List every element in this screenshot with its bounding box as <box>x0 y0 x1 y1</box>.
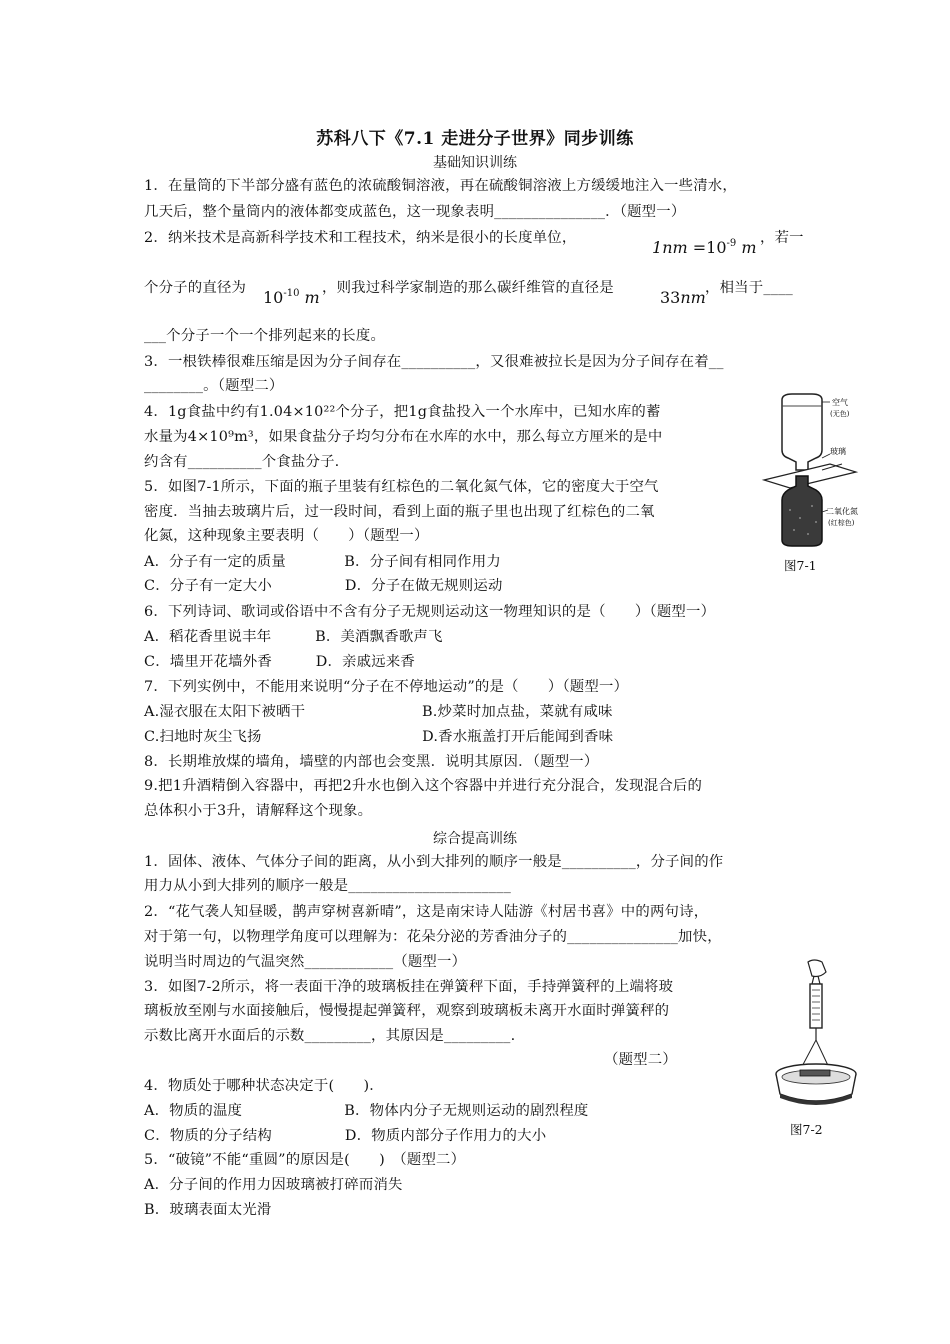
text-line: 2．纳米技术是高新科学技术和工程技术，纳米是很小的长度单位， <box>144 230 577 246</box>
text-line: ，则我过科学家制造的那么碳纤维管的直径是 <box>322 280 614 296</box>
choice-line: C．物质的分子结构 D．物质内部分子作用力的大小 <box>144 1128 547 1144</box>
text-line: 5．“破镜”不能“重圆”的原因是( ) （题型二） <box>144 1152 466 1168</box>
question-type-tag: （题型二） <box>604 1052 677 1068</box>
label-glass: 玻璃 <box>830 447 846 456</box>
text-line: 璃板放至刚与水面接触后，慢慢提起弹簧秤，观察到玻璃板未离开水面时弹簧秤的 <box>144 1003 670 1019</box>
text-line: 4．物质处于哪种状态决定于( )． <box>144 1078 384 1094</box>
text-line: 几天后，整个量筒内的液体都变成蓝色，这一现象表明_______________．（题型一） <box>144 204 686 220</box>
choice-line: A．稻花香里说丰年 B．美酒飘香歌声飞 <box>144 629 443 645</box>
choice-line: A．分子间的作用力因玻璃被打碎而消失 <box>144 1177 403 1193</box>
text-line: 化氮，这种现象主要表明（ ）（题型一） <box>144 528 429 544</box>
label-no2-color: (红棕色) <box>828 519 855 527</box>
section-heading-basic: 基础知识训练 <box>433 155 517 171</box>
text-line: 8．长期堆放煤的墙角，墙壁的内部也会变黑．说明其原因．（题型一） <box>144 754 599 770</box>
choice-line: B．玻璃表面太光滑 <box>144 1202 272 1218</box>
text-line: ，若一 <box>760 230 804 246</box>
text-line: 1．在量筒的下半部分盛有蓝色的浓硫酸铜溶液，再在硫酸铜溶液上方缓缓地注入一些清水， <box>144 178 737 194</box>
figure-7-2-spring-balance <box>770 958 865 1118</box>
choice-line: A.湿衣服在太阳下被晒干 B.炒菜时加点盐，菜就有咸味 <box>144 704 613 720</box>
text-line: 密度．当抽去玻璃片后，过一段时间，看到上面的瓶子里也出现了红棕色的二氧 <box>144 504 655 520</box>
text-line: 4．1g食盐中约有1.04×10²²个分子，把1g食盐投入一个水库中，已知水库的蓄 <box>144 404 661 420</box>
figure-7-1-caption: 图7-1 <box>784 558 817 573</box>
choice-line: A．分子有一定的质量 B．分子间有相同作用力 <box>144 554 501 570</box>
text-line: 1．固体、液体、气体分子间的距离，从小到大排列的顺序一般是__________，分子间的作 <box>144 854 724 870</box>
text-line: 3．如图7-2所示，将一表面干净的玻璃板挂在弹簧秤下面，手持弹簧秤的上端将玻 <box>144 979 674 995</box>
text-line: ___个分子一个一个排列起来的长度。 <box>144 328 386 344</box>
text-line: 2．“花气袭人知昼暖，鹊声穿树喜新晴”，这是南宋诗人陆游《村居书喜》中的两句诗， <box>144 904 709 920</box>
text-line: 示数比离开水面后的示数_________，其原因是_________. <box>144 1028 516 1044</box>
text-line: 6．下列诗词、歌词或俗语中不含有分子无规则运动这一物理知识的是（ ）（题型一） <box>144 604 716 620</box>
text-line: 约含有__________个食盐分子. <box>144 454 340 470</box>
text-line: 用力从小到大排列的顺序一般是______________________ <box>144 878 511 894</box>
text-line: 总体积小于3升，请解释这个现象。 <box>144 803 373 819</box>
text-line: 7．下列实例中，不能用来说明“分子在不停地运动”的是（ ）（题型一） <box>144 679 629 695</box>
text-line: 9.把1升酒精倒入容器中，再把2升水也倒入这个容器中并进行充分混合，发现混合后的 <box>144 778 703 794</box>
section-heading-advanced: 综合提高训练 <box>433 831 517 847</box>
text-line: 个分子的直径为 <box>144 280 247 296</box>
math-molecule-diameter: $10^{-10}$ m <box>263 288 320 307</box>
choice-line: C．分子有一定大小 D．分子在做无规则运动 <box>144 578 503 594</box>
label-air-colorless: (无色) <box>830 410 850 418</box>
math-tube-diameter: 33nm <box>660 288 706 307</box>
choice-line: C．墙里开花墙外香 D．亲戚远来香 <box>144 654 415 670</box>
text-line: 5．如图7-1所示，下面的瓶子里装有红棕色的二氧化氮气体，它的密度大于空气 <box>144 479 659 495</box>
figure-7-1-bottles <box>760 392 870 552</box>
label-no2: 二氧化氮 <box>826 507 858 516</box>
text-line: 说明当时周边的气温突然____________（题型一） <box>144 954 467 970</box>
text-line: 水量为4×10⁹m³，如果食盐分子均匀分布在水库的水中，那么每立方厘米的是中 <box>144 429 663 445</box>
math-nm-definition: $1nm =10^{-9}$ m <box>652 238 757 257</box>
choice-line: C.扫地时灰尘飞扬 D.香水瓶盖打开后能闻到香味 <box>144 729 614 745</box>
label-air: 空气 <box>832 398 848 407</box>
choice-line: A．物质的温度 B．物体内分子无规则运动的剧烈程度 <box>144 1103 589 1119</box>
text-line: ，相当于____ <box>705 280 793 296</box>
text-line: 对于第一句，以物理学角度可以理解为：花朵分泌的芳香油分子的_______________加快， <box>144 929 722 945</box>
page-title: 苏科八下《7.1 走进分子世界》同步训练 <box>316 129 634 149</box>
figure-7-2-caption: 图7-2 <box>790 1122 823 1137</box>
text-line: 3．一根铁棒很难压缩是因为分子间存在__________，又很难被拉长是因为分子间存在着__ <box>144 354 724 370</box>
text-line: ________。（题型二） <box>144 378 284 394</box>
